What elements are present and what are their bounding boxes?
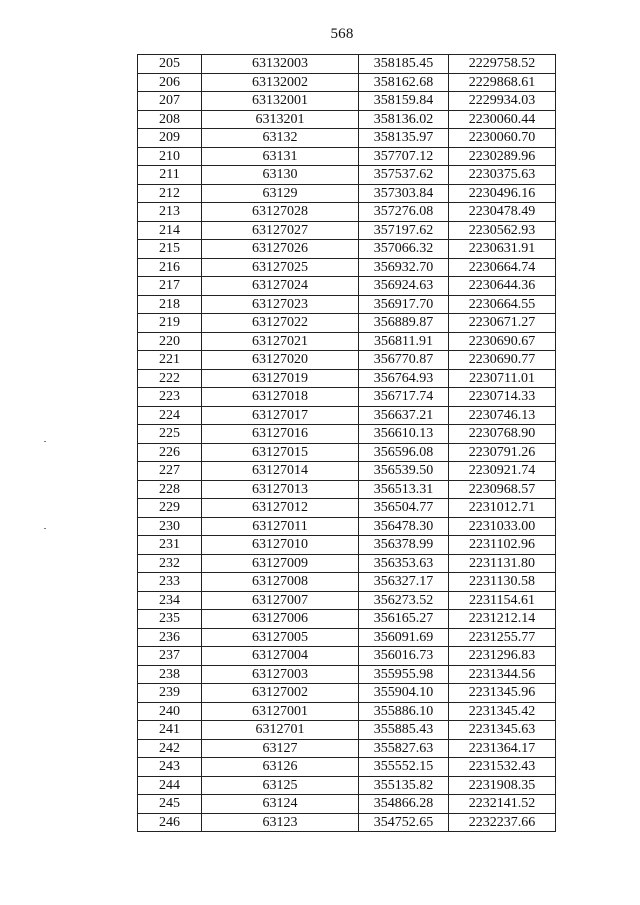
y-coordinate-cell: 2231345.42 <box>449 702 556 721</box>
row-number-cell: 241 <box>138 721 202 740</box>
point-id-cell: 63127006 <box>202 610 359 629</box>
point-id-cell: 63127001 <box>202 702 359 721</box>
row-number-cell: 243 <box>138 758 202 777</box>
table-row <box>138 739 556 758</box>
table-row <box>138 795 556 814</box>
row-number-cell: 246 <box>138 813 202 832</box>
row-number-cell: 221 <box>138 351 202 370</box>
point-id-cell: 63127004 <box>202 647 359 666</box>
table-row <box>138 499 556 518</box>
table-row <box>138 351 556 370</box>
table-row <box>138 221 556 240</box>
row-number-cell: 232 <box>138 554 202 573</box>
row-number-cell: 226 <box>138 443 202 462</box>
y-coordinate-cell: 2231532.43 <box>449 758 556 777</box>
page-number: 568 <box>330 26 354 42</box>
x-coordinate-cell: 356016.73 <box>359 647 449 666</box>
point-id-cell: 63127015 <box>202 443 359 462</box>
table-row <box>138 610 556 629</box>
row-number-cell: 230 <box>138 517 202 536</box>
table-row <box>138 314 556 333</box>
row-number-cell: 224 <box>138 406 202 425</box>
y-coordinate-cell: 2230711.01 <box>449 369 556 388</box>
point-id-cell: 63132001 <box>202 92 359 111</box>
point-id-cell: 63127019 <box>202 369 359 388</box>
x-coordinate-cell: 356917.70 <box>359 295 449 314</box>
x-coordinate-cell: 356811.91 <box>359 332 449 351</box>
table-row <box>138 295 556 314</box>
table-row <box>138 462 556 481</box>
table-row <box>138 240 556 259</box>
row-number-cell: 205 <box>138 55 202 74</box>
y-coordinate-cell: 2230791.26 <box>449 443 556 462</box>
x-coordinate-cell: 357303.84 <box>359 184 449 203</box>
x-coordinate-cell: 355552.15 <box>359 758 449 777</box>
table-row <box>138 166 556 185</box>
x-coordinate-cell: 355904.10 <box>359 684 449 703</box>
point-id-cell: 63127022 <box>202 314 359 333</box>
point-id-cell: 63127016 <box>202 425 359 444</box>
point-id-cell: 63127008 <box>202 573 359 592</box>
row-number-cell: 217 <box>138 277 202 296</box>
point-id-cell: 63127013 <box>202 480 359 499</box>
table-row <box>138 184 556 203</box>
y-coordinate-cell: 2232141.52 <box>449 795 556 814</box>
point-id-cell: 63127011 <box>202 517 359 536</box>
y-coordinate-cell: 2230746.13 <box>449 406 556 425</box>
row-number-cell: 225 <box>138 425 202 444</box>
point-id-cell: 63127005 <box>202 628 359 647</box>
y-coordinate-cell: 2229758.52 <box>449 55 556 74</box>
y-coordinate-cell: 2231345.63 <box>449 721 556 740</box>
point-id-cell: 63129 <box>202 184 359 203</box>
y-coordinate-cell: 2230060.44 <box>449 110 556 129</box>
row-number-cell: 238 <box>138 665 202 684</box>
table-row <box>138 758 556 777</box>
point-id-cell: 63126 <box>202 758 359 777</box>
point-id-cell: 63127028 <box>202 203 359 222</box>
point-id-cell: 63127017 <box>202 406 359 425</box>
table-row <box>138 277 556 296</box>
y-coordinate-cell: 2230921.74 <box>449 462 556 481</box>
row-number-cell: 212 <box>138 184 202 203</box>
x-coordinate-cell: 357707.12 <box>359 147 449 166</box>
table-row <box>138 129 556 148</box>
table-row <box>138 92 556 111</box>
point-id-cell: 63127027 <box>202 221 359 240</box>
row-number-cell: 209 <box>138 129 202 148</box>
table-row <box>138 480 556 499</box>
x-coordinate-cell: 356378.99 <box>359 536 449 555</box>
y-coordinate-cell: 2230714.33 <box>449 388 556 407</box>
point-id-cell: 63132 <box>202 129 359 148</box>
point-id-cell: 63127021 <box>202 332 359 351</box>
table-row <box>138 369 556 388</box>
table-row <box>138 55 556 74</box>
point-id-cell: 63127009 <box>202 554 359 573</box>
row-number-cell: 211 <box>138 166 202 185</box>
table-row <box>138 647 556 666</box>
x-coordinate-cell: 356478.30 <box>359 517 449 536</box>
y-coordinate-cell: 2230478.49 <box>449 203 556 222</box>
table-row <box>138 443 556 462</box>
point-id-cell: 6313201 <box>202 110 359 129</box>
table-row <box>138 517 556 536</box>
point-id-cell: 63127025 <box>202 258 359 277</box>
y-coordinate-cell: 2230631.91 <box>449 240 556 259</box>
y-coordinate-cell: 2231130.58 <box>449 573 556 592</box>
row-number-cell: 236 <box>138 628 202 647</box>
row-number-cell: 208 <box>138 110 202 129</box>
y-coordinate-cell: 2231154.61 <box>449 591 556 610</box>
table-row <box>138 721 556 740</box>
x-coordinate-cell: 356273.52 <box>359 591 449 610</box>
y-coordinate-cell: 2231296.83 <box>449 647 556 666</box>
x-coordinate-cell: 356932.70 <box>359 258 449 277</box>
row-number-cell: 229 <box>138 499 202 518</box>
table-row <box>138 203 556 222</box>
y-coordinate-cell: 2230562.93 <box>449 221 556 240</box>
x-coordinate-cell: 355827.63 <box>359 739 449 758</box>
x-coordinate-cell: 356504.77 <box>359 499 449 518</box>
table-row <box>138 684 556 703</box>
table-row <box>138 110 556 129</box>
x-coordinate-cell: 355885.43 <box>359 721 449 740</box>
y-coordinate-cell: 2230690.67 <box>449 332 556 351</box>
y-coordinate-cell: 2231344.56 <box>449 665 556 684</box>
row-number-cell: 206 <box>138 73 202 92</box>
row-number-cell: 231 <box>138 536 202 555</box>
table-row <box>138 147 556 166</box>
row-number-cell: 213 <box>138 203 202 222</box>
y-coordinate-cell: 2231012.71 <box>449 499 556 518</box>
x-coordinate-cell: 356513.31 <box>359 480 449 499</box>
table-row <box>138 406 556 425</box>
point-id-cell: 63127003 <box>202 665 359 684</box>
y-coordinate-cell: 2232237.66 <box>449 813 556 832</box>
margin-mark <box>44 441 46 442</box>
table-row <box>138 813 556 832</box>
point-id-cell: 63127014 <box>202 462 359 481</box>
table-row <box>138 702 556 721</box>
y-coordinate-cell: 2231131.80 <box>449 554 556 573</box>
y-coordinate-cell: 2231345.96 <box>449 684 556 703</box>
point-id-cell: 63127018 <box>202 388 359 407</box>
point-id-cell: 63127012 <box>202 499 359 518</box>
row-number-cell: 215 <box>138 240 202 259</box>
table-row <box>138 591 556 610</box>
y-coordinate-cell: 2231364.17 <box>449 739 556 758</box>
y-coordinate-cell: 2230644.36 <box>449 277 556 296</box>
x-coordinate-cell: 356717.74 <box>359 388 449 407</box>
row-number-cell: 239 <box>138 684 202 703</box>
point-id-cell: 63130 <box>202 166 359 185</box>
point-id-cell: 63123 <box>202 813 359 832</box>
point-id-cell: 63131 <box>202 147 359 166</box>
row-number-cell: 210 <box>138 147 202 166</box>
row-number-cell: 218 <box>138 295 202 314</box>
point-id-cell: 63124 <box>202 795 359 814</box>
row-number-cell: 233 <box>138 573 202 592</box>
row-number-cell: 227 <box>138 462 202 481</box>
y-coordinate-cell: 2231908.35 <box>449 776 556 795</box>
point-id-cell: 63127020 <box>202 351 359 370</box>
y-coordinate-cell: 2229934.03 <box>449 92 556 111</box>
row-number-cell: 237 <box>138 647 202 666</box>
x-coordinate-cell: 358185.45 <box>359 55 449 74</box>
x-coordinate-cell: 356091.69 <box>359 628 449 647</box>
x-coordinate-cell: 356610.13 <box>359 425 449 444</box>
y-coordinate-cell: 2229868.61 <box>449 73 556 92</box>
x-coordinate-cell: 356924.63 <box>359 277 449 296</box>
point-id-cell: 63127010 <box>202 536 359 555</box>
x-coordinate-cell: 356764.93 <box>359 369 449 388</box>
table-row <box>138 73 556 92</box>
coordinate-table-body <box>138 55 556 832</box>
y-coordinate-cell: 2231102.96 <box>449 536 556 555</box>
y-coordinate-cell: 2230664.74 <box>449 258 556 277</box>
row-number-cell: 240 <box>138 702 202 721</box>
x-coordinate-cell: 358162.68 <box>359 73 449 92</box>
row-number-cell: 222 <box>138 369 202 388</box>
row-number-cell: 245 <box>138 795 202 814</box>
table-row <box>138 665 556 684</box>
table-row <box>138 388 556 407</box>
x-coordinate-cell: 355955.98 <box>359 665 449 684</box>
table-row <box>138 536 556 555</box>
x-coordinate-cell: 356165.27 <box>359 610 449 629</box>
row-number-cell: 235 <box>138 610 202 629</box>
row-number-cell: 234 <box>138 591 202 610</box>
point-id-cell: 63127007 <box>202 591 359 610</box>
x-coordinate-cell: 355886.10 <box>359 702 449 721</box>
y-coordinate-cell: 2230968.57 <box>449 480 556 499</box>
row-number-cell: 244 <box>138 776 202 795</box>
row-number-cell: 242 <box>138 739 202 758</box>
x-coordinate-cell: 356327.17 <box>359 573 449 592</box>
table-row <box>138 776 556 795</box>
x-coordinate-cell: 357066.32 <box>359 240 449 259</box>
point-id-cell: 63125 <box>202 776 359 795</box>
table-row <box>138 573 556 592</box>
x-coordinate-cell: 358135.97 <box>359 129 449 148</box>
y-coordinate-cell: 2230289.96 <box>449 147 556 166</box>
y-coordinate-cell: 2230671.27 <box>449 314 556 333</box>
y-coordinate-cell: 2231033.00 <box>449 517 556 536</box>
coordinate-table <box>137 54 556 832</box>
x-coordinate-cell: 358159.84 <box>359 92 449 111</box>
x-coordinate-cell: 356596.08 <box>359 443 449 462</box>
y-coordinate-cell: 2231212.14 <box>449 610 556 629</box>
x-coordinate-cell: 357276.08 <box>359 203 449 222</box>
x-coordinate-cell: 355135.82 <box>359 776 449 795</box>
table-row <box>138 554 556 573</box>
point-id-cell: 63127 <box>202 739 359 758</box>
y-coordinate-cell: 2230375.63 <box>449 166 556 185</box>
point-id-cell: 63132002 <box>202 73 359 92</box>
point-id-cell: 63127002 <box>202 684 359 703</box>
x-coordinate-cell: 358136.02 <box>359 110 449 129</box>
y-coordinate-cell: 2230664.55 <box>449 295 556 314</box>
y-coordinate-cell: 2230690.77 <box>449 351 556 370</box>
x-coordinate-cell: 357537.62 <box>359 166 449 185</box>
point-id-cell: 63127023 <box>202 295 359 314</box>
x-coordinate-cell: 354866.28 <box>359 795 449 814</box>
point-id-cell: 63132003 <box>202 55 359 74</box>
row-number-cell: 220 <box>138 332 202 351</box>
table-row <box>138 425 556 444</box>
row-number-cell: 223 <box>138 388 202 407</box>
row-number-cell: 228 <box>138 480 202 499</box>
table-row <box>138 258 556 277</box>
point-id-cell: 6312701 <box>202 721 359 740</box>
x-coordinate-cell: 354752.65 <box>359 813 449 832</box>
x-coordinate-cell: 356637.21 <box>359 406 449 425</box>
x-coordinate-cell: 356539.50 <box>359 462 449 481</box>
x-coordinate-cell: 356353.63 <box>359 554 449 573</box>
point-id-cell: 63127024 <box>202 277 359 296</box>
row-number-cell: 216 <box>138 258 202 277</box>
row-number-cell: 214 <box>138 221 202 240</box>
table-row <box>138 628 556 647</box>
row-number-cell: 207 <box>138 92 202 111</box>
y-coordinate-cell: 2230496.16 <box>449 184 556 203</box>
row-number-cell: 219 <box>138 314 202 333</box>
y-coordinate-cell: 2230060.70 <box>449 129 556 148</box>
x-coordinate-cell: 357197.62 <box>359 221 449 240</box>
y-coordinate-cell: 2231255.77 <box>449 628 556 647</box>
point-id-cell: 63127026 <box>202 240 359 259</box>
margin-mark <box>44 528 46 529</box>
y-coordinate-cell: 2230768.90 <box>449 425 556 444</box>
x-coordinate-cell: 356770.87 <box>359 351 449 370</box>
table-row <box>138 332 556 351</box>
x-coordinate-cell: 356889.87 <box>359 314 449 333</box>
